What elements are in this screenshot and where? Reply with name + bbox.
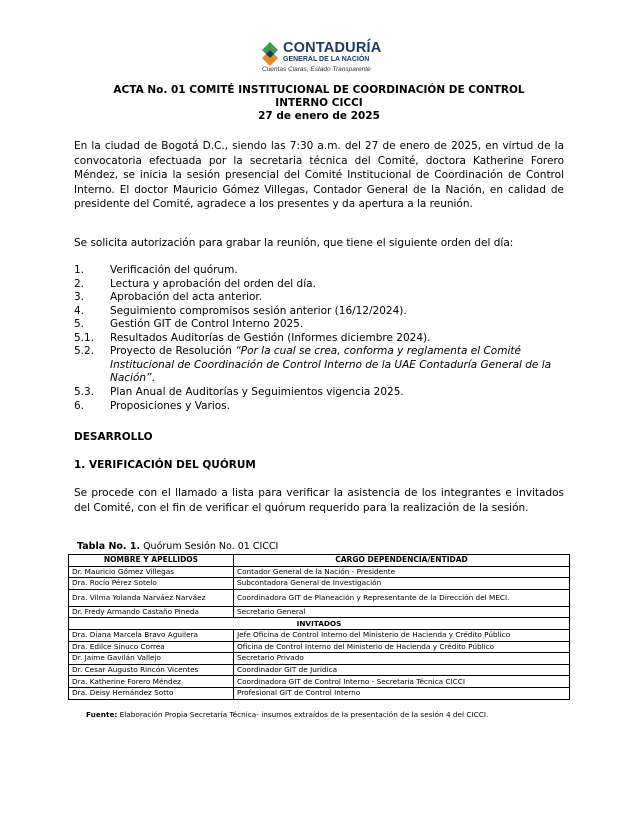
document-date: 27 de enero de 2025: [258, 110, 380, 122]
agenda-item-text-suffix: .: [151, 372, 155, 384]
agenda-item-number: 6.: [74, 399, 85, 412]
table-header-row: [69, 555, 570, 567]
table-row: [69, 578, 570, 590]
table-source-label: Fuente:: [86, 710, 118, 719]
member-name: Dra. Vilma Yolanda Narváez Narváez: [69, 589, 234, 606]
logo-mark-icon: [258, 41, 282, 67]
member-name: Dr. Mauricio Gómez Villegas: [69, 566, 234, 578]
logo-title: CONTADURÍA: [283, 40, 382, 56]
table-header-name: NOMBRE Y APELLIDOS: [69, 555, 234, 567]
request-paragraph: Se solicita autorización para grabar la reunión, que tiene el siguiente orden del día:: [74, 237, 514, 249]
invited-name: Dra. Diana Marcela Bravo Aguilera: [69, 629, 234, 641]
agenda-item-text-italic: “Por la cual se crea, conforma y reglamenta el Comité Institucional de Coordinación de Control Interno de la UAE Contaduría General de la Nación”: [110, 345, 552, 384]
agenda-item-number: 3.: [74, 291, 85, 303]
table-row: [69, 641, 570, 653]
table-row: [69, 589, 570, 606]
table-row: [69, 687, 570, 699]
table-row: [69, 629, 570, 641]
agenda-item-text: Plan Anual de Auditorías y Seguimientos vigencia 2025.: [110, 386, 404, 398]
member-name: Dra. Rocío Pérez Sotelo: [69, 578, 234, 590]
member-name: Dr. Fredy Armando Castaño Pineda: [69, 606, 234, 618]
agenda-item-text: Resultados Auditorías de Gestión (Informes diciembre 2024).: [110, 331, 431, 344]
intro-paragraph: En la ciudad de Bogotá D.C., siendo las 7:30 a.m. del 27 de enero de 2025, en virtud de la convocatoria efectuada por la secretaria técnica del Comité, doctora Katherine Forero Méndez, se inicia la sesión presencial del Comité Institucional de Coordinación de Control Interno. El doctor Mauricio Gómez Villegas, Contador General de la Nación, en calidad de presidente del Comité, agradece a los presentes y da apertura a la reunión.: [74, 140, 564, 210]
table-header-role: CARGO DEPENDENCIA/ENTIDAD: [234, 555, 570, 567]
table-caption: [77, 541, 278, 552]
invited-name: Dra. Katherine Forero Méndez: [69, 676, 234, 688]
agenda-item-text: Lectura y aprobación del orden del día.: [110, 277, 316, 290]
agenda-item-number: 2.: [74, 277, 85, 290]
logo-slogan: Cuentas Claras, Estado Transparente: [262, 66, 371, 73]
table-row: [69, 653, 570, 665]
logo-subtitle: GENERAL DE LA NACIÓN: [283, 56, 370, 63]
invited-section-label: INVITADOS: [69, 618, 570, 630]
member-role: Subcontadora General de Investigación: [234, 578, 570, 590]
section-heading-desarrollo: DESARROLLO: [74, 431, 153, 443]
table-row: [69, 606, 570, 618]
document-title-line2: INTERNO CICCI: [275, 97, 363, 109]
section-heading-verificacion: 1. VERIFICACIÓN DEL QUÓRUM: [74, 459, 256, 471]
agenda-item-text: [110, 345, 564, 386]
table-caption-label: Tabla No. 1.: [77, 541, 141, 552]
invited-role: Oficina de Control Interno del Ministerio de Hacienda y Crédito Público: [234, 641, 570, 653]
agenda-item-text: Seguimiento compromisos sesión anterior (16/12/2024).: [110, 304, 407, 317]
agenda-item-number: 5.3.: [74, 386, 95, 398]
agenda-item-text: Aprobación del acta anterior.: [110, 291, 263, 303]
table-caption-text: Quórum Sesión No. 01 CICCI: [140, 541, 279, 552]
table-source-text: Elaboración Propia Secretaría Técnica- insumos extraídos de la presentación de la sesión 4 del CICCI.: [117, 710, 489, 719]
invited-name: Dra. Deisy Hernández Sotto: [69, 687, 234, 699]
agenda-item-number: 1.: [74, 264, 85, 276]
invited-role: Coordinadora GIT de Control Interno - Secretaria Técnica CICCI: [234, 676, 570, 688]
agenda-item-number: 4.: [74, 304, 85, 317]
member-role: Secretario General: [234, 606, 570, 618]
invited-role: Jefe Oficina de Control Interno del Ministerio de Hacienda y Crédito Público: [234, 629, 570, 641]
member-role: Contador General de la Nación - Presidente: [234, 566, 570, 578]
agenda-item-number: 5.: [74, 318, 85, 330]
table-row: [69, 566, 570, 578]
invited-role: Profesional GIT de Control Interno: [234, 687, 570, 699]
agenda-item-text: Proposiciones y Varios.: [110, 399, 230, 412]
document-title-line1: ACTA No. 01 COMITÉ INSTITUCIONAL DE COORDINACIÓN DE CONTROL: [113, 84, 525, 96]
invited-name: Dr. Cesar Augusto Rincón Vicentes: [69, 664, 234, 676]
agenda-item-text: Gestión GIT de Control Interno 2025.: [110, 318, 304, 330]
verification-paragraph: Se procede con el llamado a lista para verificar la asistencia de los integrantes e invitados del Comité, con el fin de verificar el quórum requerido para la realización de la sesión.: [74, 487, 564, 514]
invited-role: Secretario Privado: [234, 653, 570, 665]
table-row: [69, 664, 570, 676]
invited-name: Dr. Jaime Gavilán Vallejo: [69, 653, 234, 665]
table-row: [69, 676, 570, 688]
agenda-item-number: 5.2.: [74, 345, 95, 357]
agenda-item-number: 5.1.: [74, 331, 95, 344]
logo: [258, 40, 388, 76]
invited-role: Coordinador GIT de Jurídica: [234, 664, 570, 676]
table-section-row: [69, 618, 570, 630]
quorum-table: [68, 554, 570, 700]
invited-name: Dra. Edilce Sinuco Correa: [69, 641, 234, 653]
agenda-item-text: Verificación del quórum.: [110, 264, 238, 276]
agenda-item-text-prefix: Proyecto de Resolución: [110, 345, 236, 357]
table-source: [86, 710, 488, 719]
member-role: Coordinadora GIT de Planeación y Representante de la Dirección del MECI.: [234, 589, 570, 606]
